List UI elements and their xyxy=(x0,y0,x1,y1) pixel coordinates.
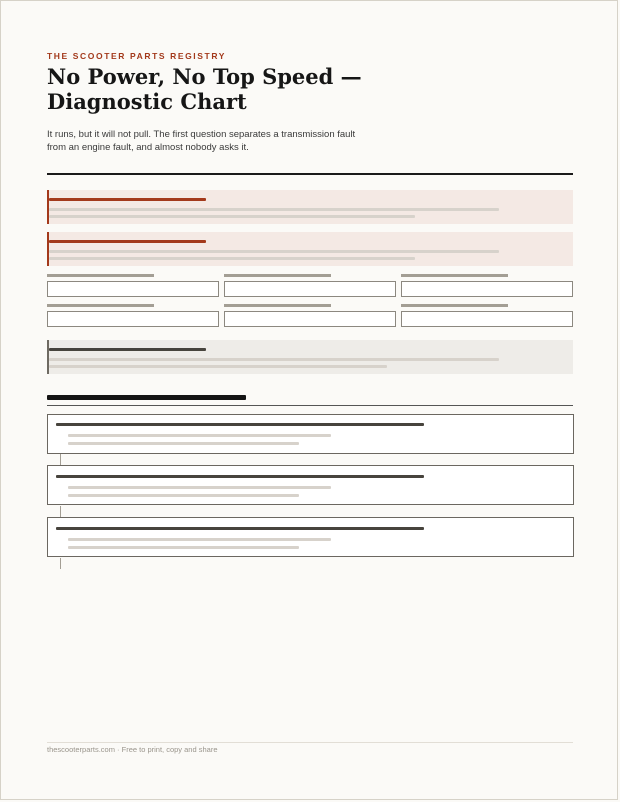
placeholder-question xyxy=(56,475,424,478)
registry-kicker: THE SCOOTER PARTS REGISTRY xyxy=(47,51,227,61)
placeholder-line xyxy=(68,546,299,549)
placeholder-line xyxy=(49,358,499,361)
placeholder-line xyxy=(68,486,331,489)
field-label-placeholder xyxy=(401,274,508,277)
note-accent-edge xyxy=(47,340,49,374)
step-connector xyxy=(60,558,61,569)
form-field[interactable] xyxy=(401,281,573,297)
diagnostic-step xyxy=(47,465,574,505)
section-divider xyxy=(47,405,573,406)
form-field[interactable] xyxy=(401,311,573,327)
placeholder-line xyxy=(49,257,415,260)
step-connector xyxy=(60,454,61,465)
placeholder-question xyxy=(56,423,424,426)
form-field[interactable] xyxy=(224,281,396,297)
footer-divider xyxy=(47,742,573,743)
diagnostic-step xyxy=(47,414,574,454)
placeholder-question xyxy=(56,527,424,530)
placeholder-line xyxy=(49,250,499,253)
callout-accent-edge xyxy=(47,232,49,266)
placeholder-line xyxy=(68,494,299,497)
header-divider xyxy=(47,173,573,175)
footer-text: thescooterparts.com · Free to print, copy and share xyxy=(47,745,218,754)
field-label-placeholder xyxy=(224,274,331,277)
field-label-placeholder xyxy=(224,304,331,307)
callout-block xyxy=(47,232,573,266)
placeholder-line xyxy=(68,538,331,541)
intro-paragraph: It runs, but it will not pull. The first question separates a transmission fault from an engine fault, and almost nobody asks it. xyxy=(47,129,356,153)
note-block xyxy=(47,340,573,374)
callout-block xyxy=(47,190,573,224)
field-label-placeholder xyxy=(47,304,154,307)
placeholder-line xyxy=(68,442,299,445)
placeholder-line xyxy=(68,434,331,437)
placeholder-line xyxy=(49,208,499,211)
diagnostic-step xyxy=(47,517,574,557)
page-title: No Power, No Top Speed — Diagnostic Chart xyxy=(47,64,362,114)
field-label-placeholder xyxy=(47,274,154,277)
placeholder-line xyxy=(49,215,415,218)
placeholder-line xyxy=(49,365,387,368)
step-connector xyxy=(60,506,61,517)
section-heading-placeholder xyxy=(47,395,246,400)
placeholder-heading xyxy=(49,348,206,351)
form-field[interactable] xyxy=(224,311,396,327)
form-field[interactable] xyxy=(47,311,219,327)
placeholder-heading xyxy=(49,198,206,201)
callout-accent-edge xyxy=(47,190,49,224)
placeholder-heading xyxy=(49,240,206,243)
field-label-placeholder xyxy=(401,304,508,307)
form-field[interactable] xyxy=(47,281,219,297)
